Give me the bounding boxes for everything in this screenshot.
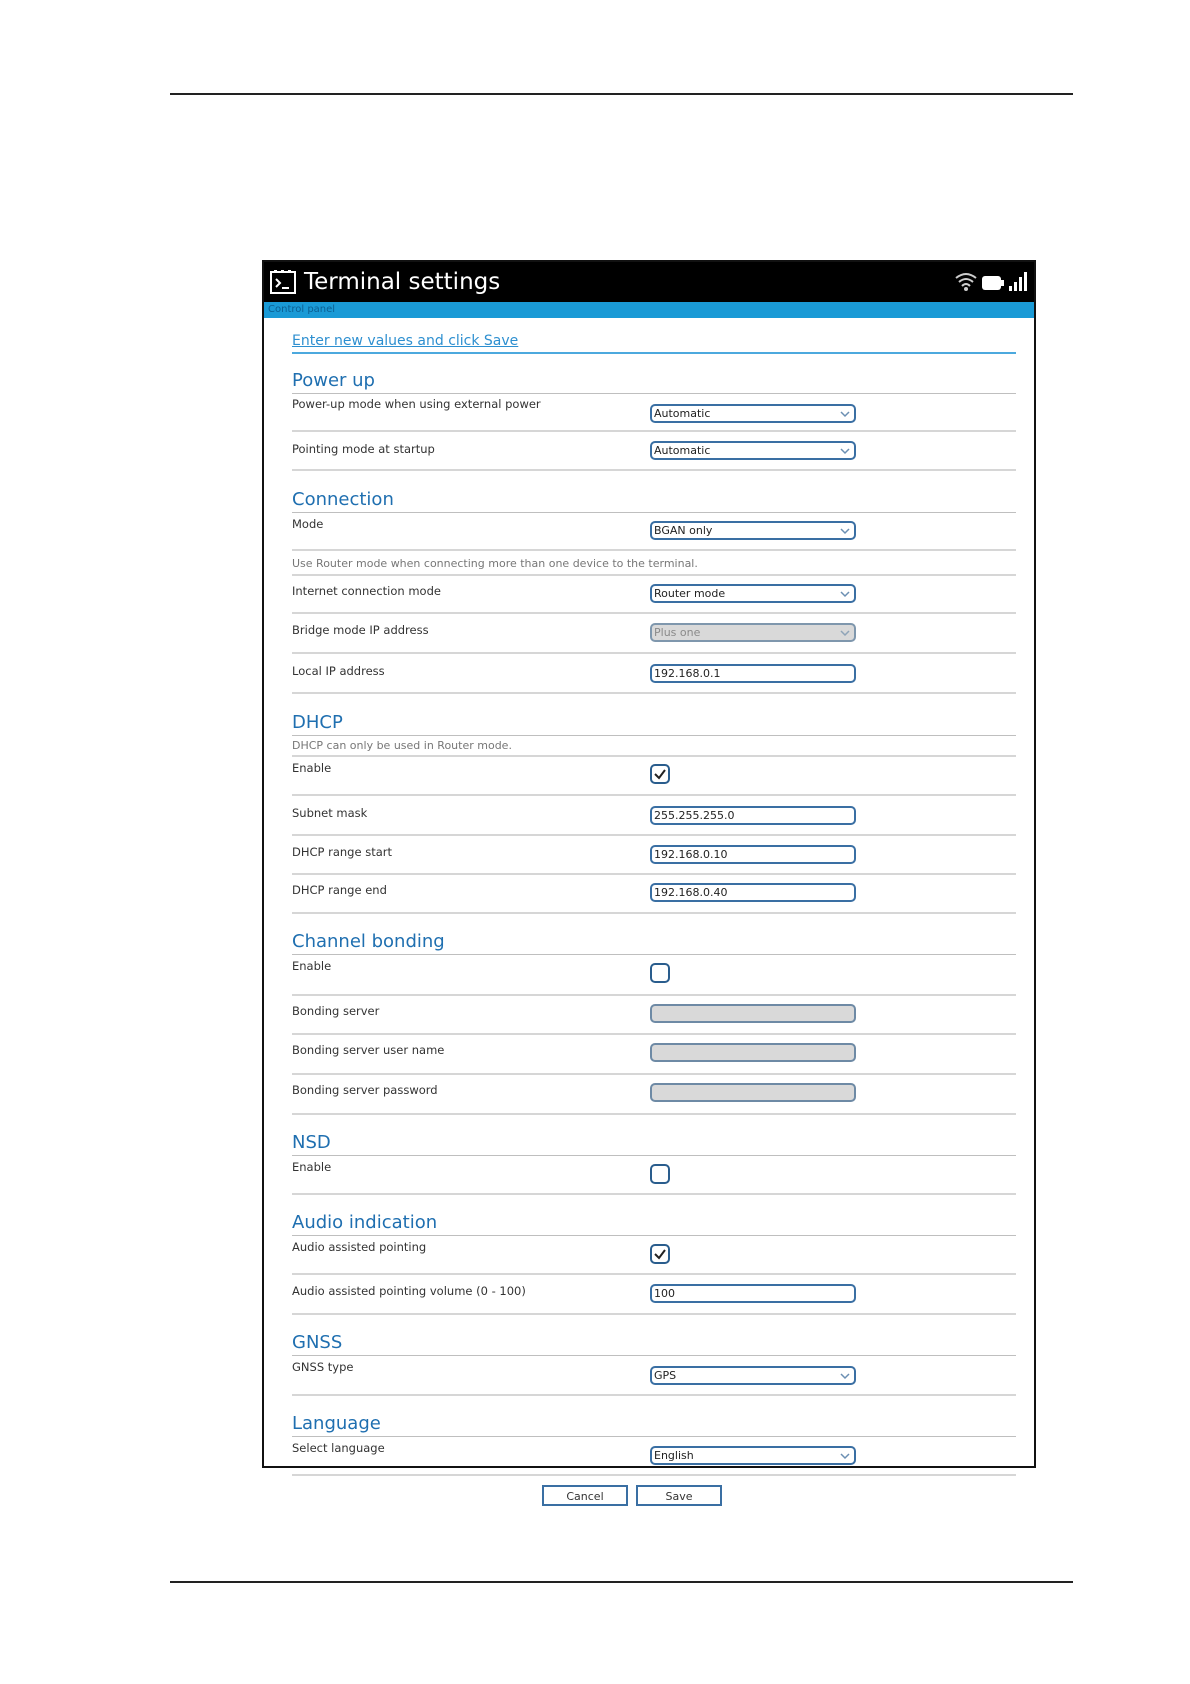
wifi-icon	[954, 270, 978, 292]
chevron-down-icon	[840, 1451, 850, 1461]
dhcp-range-end-value: 192.168.0.40	[654, 886, 728, 899]
dhcp-note: DHCP can only be used in Router mode.	[292, 736, 1016, 757]
internet-mode-label: Internet connection mode	[292, 584, 441, 598]
breadcrumb-bar	[264, 302, 1034, 318]
power-mode-value: Automatic	[654, 407, 711, 420]
signal-strength-icon	[1008, 270, 1030, 292]
page-footer-rule	[170, 1581, 1073, 1583]
dhcp-range-start-label: DHCP range start	[292, 845, 393, 859]
bonding-user-input[interactable]	[650, 1043, 856, 1062]
bonding-password-row	[292, 1075, 1016, 1115]
gnss-type-label: GNSS type	[292, 1360, 354, 1374]
subnet-value: 255.255.255.0	[654, 809, 735, 822]
language-label: Select language	[292, 1441, 385, 1455]
terminal-settings-screen	[262, 260, 1036, 1503]
local-ip-value: 192.168.0.1	[654, 667, 721, 680]
subnet-input[interactable]	[650, 806, 856, 825]
connection-mode-value: BGAN only	[654, 524, 713, 537]
local-ip-input[interactable]	[650, 664, 856, 683]
battery-icon	[981, 274, 1005, 292]
audio-volume-input[interactable]	[650, 1284, 856, 1303]
dhcp-range-start-value: 192.168.0.10	[654, 848, 728, 861]
bonding-enable-label: Enable	[292, 959, 332, 973]
gnss-type-row	[292, 1356, 1016, 1396]
bonding-enable-row	[292, 955, 1016, 996]
cancel-button[interactable]: Cancel	[542, 1485, 628, 1506]
local-ip-label: Local IP address	[292, 664, 385, 678]
chevron-down-icon	[840, 589, 850, 599]
bonding-server-label: Bonding server	[292, 1004, 380, 1018]
chevron-down-icon	[840, 1371, 850, 1381]
section-language: Language	[292, 1413, 1016, 1437]
pointing-mode-select[interactable]	[650, 441, 856, 460]
nsd-enable-checkbox[interactable]	[650, 1164, 670, 1184]
router-mode-note: Use Router mode when connecting more than one device to the terminal.	[292, 551, 1016, 576]
section-gnss: GNSS	[292, 1332, 1016, 1356]
gnss-type-select[interactable]	[650, 1366, 856, 1385]
chevron-down-icon	[840, 526, 850, 536]
section-power-up: Power up	[292, 370, 1016, 394]
nsd-enable-label: Enable	[292, 1160, 332, 1174]
power-mode-row	[292, 394, 1016, 432]
breadcrumb[interactable]: Control panel	[268, 304, 336, 315]
bonding-password-input[interactable]	[650, 1083, 856, 1102]
bridge-ip-select[interactable]	[650, 623, 856, 642]
bonding-server-row	[292, 996, 1016, 1035]
bonding-user-label: Bonding server user name	[292, 1043, 445, 1057]
dhcp-range-start-input[interactable]	[650, 845, 856, 864]
dhcp-range-start-row	[292, 836, 1016, 875]
chevron-down-icon	[840, 409, 850, 419]
connection-mode-label: Mode	[292, 517, 324, 531]
pointing-mode-value: Automatic	[654, 444, 711, 457]
bridge-ip-row	[292, 614, 1016, 654]
dhcp-range-end-label: DHCP range end	[292, 883, 387, 897]
page-header-rule	[170, 93, 1073, 95]
section-dhcp: DHCP	[292, 712, 1016, 736]
dhcp-range-end-row	[292, 875, 1016, 914]
bonding-password-label: Bonding server password	[292, 1083, 438, 1097]
dhcp-enable-label: Enable	[292, 761, 332, 775]
instruction-link[interactable]: Enter new values and click Save	[292, 332, 1016, 354]
audio-pointing-checkbox[interactable]	[650, 1244, 670, 1264]
status-icons	[954, 270, 1030, 292]
connection-mode-select[interactable]	[650, 521, 856, 540]
form-buttons	[542, 1485, 722, 1506]
chevron-down-icon	[840, 628, 850, 638]
bonding-server-input[interactable]	[650, 1004, 856, 1023]
audio-volume-value: 100	[654, 1287, 675, 1300]
dhcp-enable-row	[292, 757, 1016, 796]
language-row	[292, 1437, 1016, 1476]
internet-mode-value: Router mode	[654, 587, 726, 600]
page-title: Terminal settings	[304, 269, 501, 295]
section-nsd: NSD	[292, 1132, 1016, 1156]
power-mode-label: Power-up mode when using external power	[292, 397, 541, 411]
bonding-enable-checkbox[interactable]	[650, 963, 670, 983]
bridge-ip-value: Plus one	[654, 626, 701, 639]
dhcp-enable-checkbox[interactable]	[650, 764, 670, 784]
internet-mode-select[interactable]	[650, 584, 856, 603]
subnet-row	[292, 796, 1016, 836]
audio-pointing-label: Audio assisted pointing	[292, 1240, 427, 1254]
section-channel-bonding: Channel bonding	[292, 931, 1016, 955]
checkmark-icon	[653, 767, 667, 781]
save-button[interactable]: Save	[636, 1485, 722, 1506]
bonding-user-row	[292, 1035, 1016, 1075]
nsd-enable-row	[292, 1156, 1016, 1195]
internet-mode-row	[292, 576, 1016, 614]
section-audio-indication: Audio indication	[292, 1212, 1016, 1236]
settings-form	[292, 318, 1016, 1506]
checkmark-icon	[653, 1247, 667, 1261]
power-mode-select[interactable]	[650, 404, 856, 423]
gnss-type-value: GPS	[654, 1369, 677, 1382]
dhcp-range-end-input[interactable]	[650, 883, 856, 902]
title-bar	[264, 262, 1034, 302]
audio-volume-label: Audio assisted pointing volume (0 - 100)	[292, 1284, 526, 1298]
connection-mode-row	[292, 513, 1016, 551]
pointing-mode-row	[292, 432, 1016, 471]
pointing-mode-label: Pointing mode at startup	[292, 442, 435, 456]
language-select[interactable]	[650, 1446, 856, 1465]
section-connection: Connection	[292, 489, 1016, 513]
subnet-label: Subnet mask	[292, 806, 368, 820]
terminal-icon[interactable]	[270, 270, 296, 294]
chevron-down-icon	[840, 446, 850, 456]
bridge-ip-label: Bridge mode IP address	[292, 623, 429, 637]
local-ip-row	[292, 654, 1016, 694]
audio-volume-row	[292, 1275, 1016, 1315]
audio-pointing-row	[292, 1236, 1016, 1275]
language-value: English	[654, 1449, 694, 1462]
